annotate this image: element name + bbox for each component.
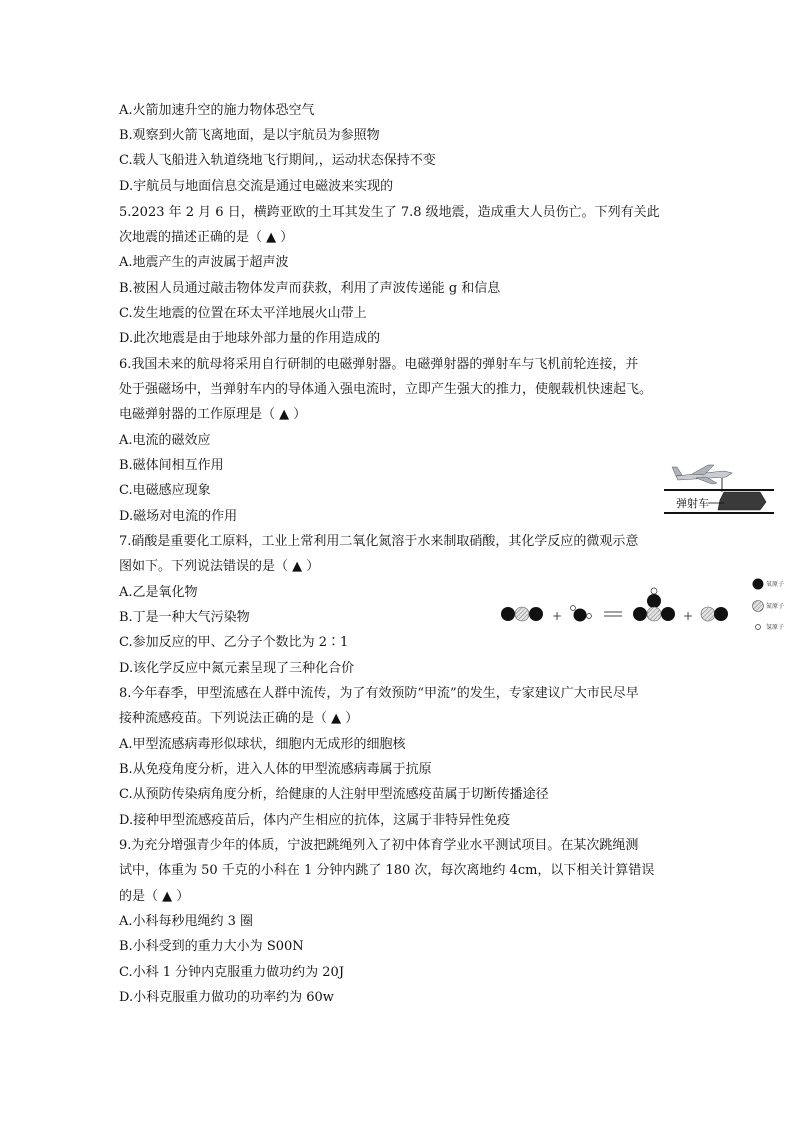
q9-option-b: B.小科受到的重力大小为 S00N	[119, 939, 304, 954]
catapult-figure	[662, 462, 778, 518]
hydrogen-atom-icon	[756, 625, 761, 630]
q9-stem-line1: 9.为充分增强青少年的体质，宁波把跳绳列入了初中体育学业水平测试项目。在某次跳绳测	[119, 838, 639, 853]
q6-option-c: C.电磁感应现象	[119, 483, 211, 498]
atom-legend	[748, 576, 792, 636]
q6-stem-line1: 6.我国未来的航母将采用自行研制的电磁弹射器。电磁弹射器的弹射车与飞机前轮连接，并	[119, 357, 639, 372]
q5-stem-line2: 次地震的描述正确的是（ ▲ ）	[119, 230, 294, 245]
molecule-hno3	[633, 588, 675, 621]
q4-option-b: B.观察到火箭飞离地面，是以宇航员为参照物	[119, 128, 380, 143]
q7-stem-line1: 7.硝酸是重要化工原料，工业上常利用二氧化氮溶于水来制取硝酸，其化学反应的微观示意	[119, 534, 639, 549]
q7-option-b: B.丁是一种大气污染物	[119, 610, 250, 625]
q4-option-d: D.宇航员与地面信息交流是通过电磁波来实现的	[119, 179, 394, 194]
q5-option-b: B.被困人员通过敲击物体发声而获救，利用了声波传递能 g 和信息	[119, 281, 501, 296]
q9-stem-line2: 试中，体重为 50 千克的小科在 1 分钟内跳了 180 次，每次离地约 4cm，以下相关计算错误	[119, 863, 655, 878]
q8-stem-line1: 8.今年春季，甲型流感在人群中流传，为了有效预防“甲流”的发生，专家建议广大市民尽早	[119, 686, 639, 701]
q9-option-a: A.小科每秒甩绳约 3 圈	[119, 914, 254, 929]
q5-option-d: D.此次地震是由于地球外部力量的作用造成的	[119, 331, 381, 346]
q6-option-b: B.磁体间相互作用	[119, 458, 224, 473]
airplane-icon	[672, 465, 732, 492]
plus-sign: +	[552, 609, 563, 623]
reaction-diagram	[498, 576, 738, 632]
legend-nitrogen: 氮原子	[766, 603, 785, 610]
q9-stem-line3: 的是（ ▲ ）	[119, 889, 190, 904]
q9-option-d: D.小科克服重力做功的功率约为 60w	[119, 990, 334, 1005]
q7-option-d: D.该化学反应中氮元素呈现了三种化合价	[119, 661, 355, 676]
molecule-h2o	[571, 606, 592, 622]
q6-stem-line2: 处于强磁场中，当弹射车内的导体通入强电流时，立即产生强大的推力，使舰载机快速起飞。	[119, 382, 653, 397]
catapult-label: 弹射车	[676, 497, 709, 510]
plus-sign: +	[683, 609, 694, 623]
q4-option-c: C.载人飞船进入轨道绕地飞行期间,，运动状态保持不变	[119, 153, 436, 168]
legend-oxygen: 氧原子	[766, 581, 785, 588]
q6-option-d: D.磁场对电流的作用	[119, 509, 238, 524]
legend-hydrogen: 氢原子	[766, 624, 785, 631]
q6-stem-line3: 电磁弹射器的工作原理是（ ▲ ）	[119, 407, 307, 422]
q8-stem-line2: 接种流感疫苗。下列说法正确的是（ ▲ ）	[119, 711, 359, 726]
nitrogen-atom-icon	[753, 601, 764, 612]
q5-stem-line1: 5.2023 年 2 月 6 日，横跨亚欧的土耳其发生了 7.8 级地震，造成重大人员伤亡。下列有关此	[119, 205, 660, 220]
q4-option-a: A.火箭加速升空的施力物体恐空气	[119, 103, 315, 118]
molecule-no	[701, 607, 728, 621]
q8-option-c: C.从预防传染病角度分析，给健康的人注射甲型流感疫苗属于切断传播途径	[119, 787, 549, 802]
equals-sign	[604, 612, 622, 616]
q9-option-c: C.小科 1 分钟内克服重力做功约为 20J	[119, 965, 345, 980]
q7-option-a: A.乙是氧化物	[119, 585, 198, 600]
q8-option-b: B.从免疫角度分析，进入人体的甲型流感病毒属于抗原	[119, 762, 432, 777]
q7-option-c: C.参加反应的甲、乙分子个数比为 2∶1	[119, 635, 349, 650]
q6-option-a: A.电流的磁效应	[119, 433, 211, 448]
q7-stem-line2: 图如下。下列说法错误的是（ ▲ ）	[119, 559, 320, 574]
q8-option-a: A.甲型流感病毒形似球状，细胞内无成形的细胞核	[119, 737, 406, 752]
q8-option-d: D.接种甲型流感疫苗后，体内产生相应的抗体，这属于非特异性免疫	[119, 813, 511, 828]
oxygen-atom-icon	[753, 579, 764, 590]
q5-option-a: A.地震产生的声波属于超声波	[119, 255, 289, 270]
molecule-no2	[501, 607, 543, 621]
q5-option-c: C.发生地震的位置在环太平洋地展火山带上	[119, 306, 367, 321]
